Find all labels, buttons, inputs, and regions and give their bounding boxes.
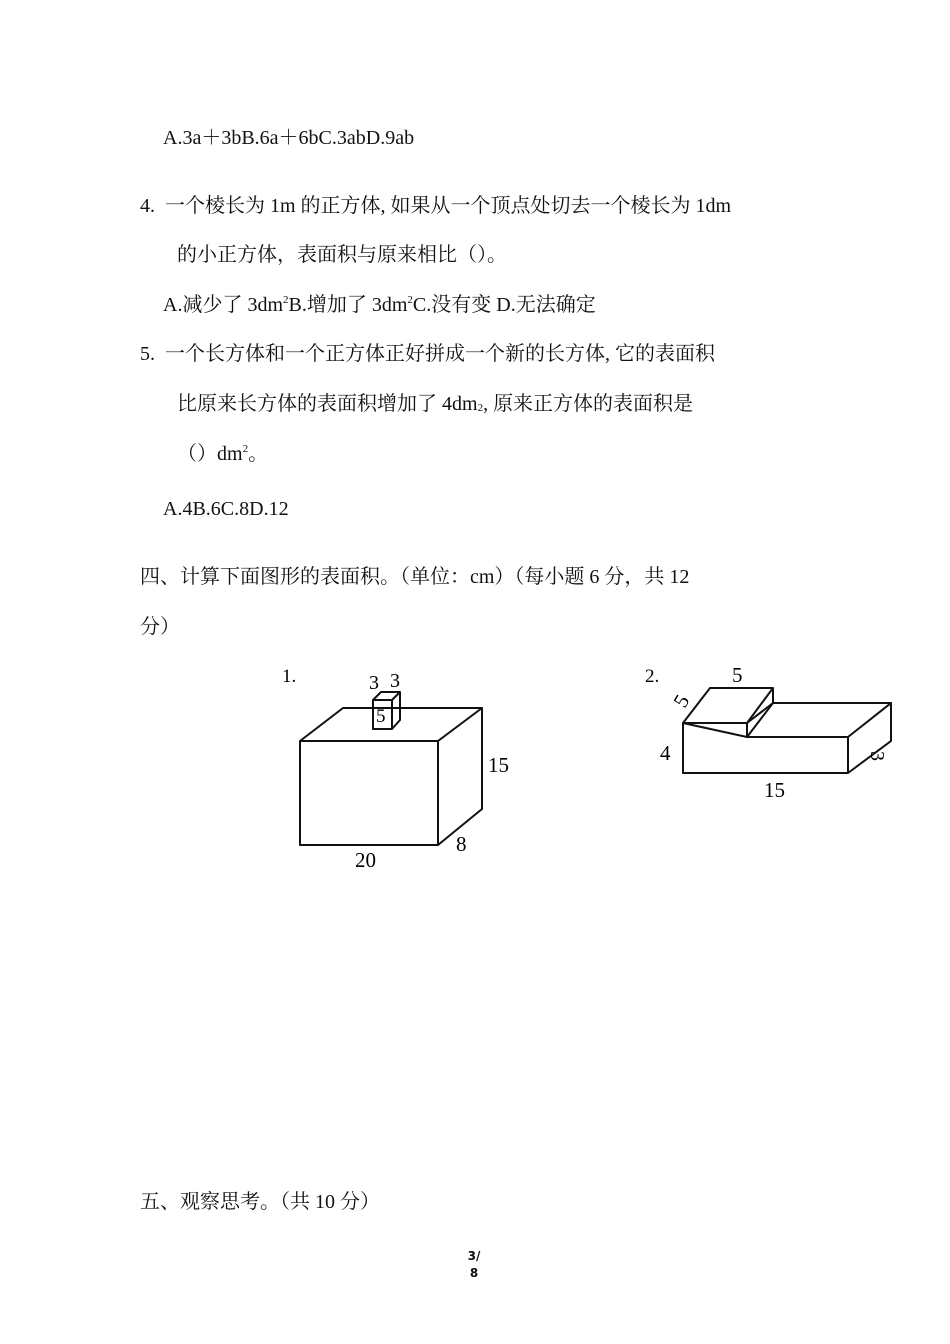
q5-number: 5. xyxy=(140,343,155,365)
figure1-label-depth: 8 xyxy=(456,832,467,856)
figure2-tall-block-top xyxy=(683,688,773,723)
q4-option-b: B.增加了 3dm xyxy=(288,294,408,316)
figure1-label-small-height: 5 xyxy=(376,706,386,727)
q5-line3-sup: 2 xyxy=(242,443,249,455)
q4-line2: 的小正方体，表面积与原来相比（）。 xyxy=(177,244,507,266)
q4-text-line1: 一个棱长为 1m 的正方体, 如果从一个顶点处切去一个棱长为 1dm xyxy=(165,195,732,217)
figure2-label-top-depth: 5 xyxy=(668,690,695,712)
figure1-label-height: 15 xyxy=(488,753,509,777)
q4-sup-a: 2 xyxy=(283,294,289,306)
q5-line2-sub: 2 xyxy=(477,402,484,414)
q4-option-a: A.减少了 3dm xyxy=(163,294,283,316)
section4-heading-line1: 四、计算下面图形的表面积。（单位：cm）（每小题 6 分，共 12 xyxy=(140,566,690,588)
figure2-label-top-width: 5 xyxy=(732,663,743,687)
q3-options: A.3a＋3bB.6a＋6bC.3abD.9ab xyxy=(163,127,415,149)
figure1-cuboid-diagram xyxy=(270,660,530,880)
q4-sup-b: 2 xyxy=(407,294,413,306)
q5-text-line1: 一个长方体和一个正方体正好拼成一个新的长方体, 它的表面积 xyxy=(165,343,715,365)
page-number-line2: 8 xyxy=(469,1266,479,1280)
figure2-label-height: 4 xyxy=(660,741,671,765)
q4-number: 4. xyxy=(140,195,155,217)
q5-line2-a: 比原来长方体的表面积增加了 4dm xyxy=(177,393,478,415)
q4-line1 xyxy=(140,196,731,216)
figure2-front-step-edges xyxy=(683,723,848,773)
figure1-label-length: 20 xyxy=(355,848,376,872)
q5-line3-b: 。 xyxy=(248,443,269,465)
figure2-label-step-height: 3 xyxy=(866,751,888,761)
q5-line2-b: , 原来正方体的表面积是 xyxy=(483,393,694,415)
figure2-stepped-prism-diagram xyxy=(640,660,910,810)
section4-heading-line2: 分） xyxy=(140,616,180,638)
page-number-line1: 3/ xyxy=(467,1249,481,1263)
q5-line3-a: （）dm xyxy=(177,443,243,465)
q5-line1 xyxy=(140,344,715,364)
figure1-label-small-width: 3 xyxy=(369,672,379,694)
q5-line2 xyxy=(177,394,693,414)
figure1-side-face xyxy=(438,708,482,845)
figure1-label-small-depth: 3 xyxy=(390,670,400,692)
page-number xyxy=(462,1248,486,1282)
section5-heading: 五、观察思考。（共 10 分） xyxy=(140,1191,380,1213)
figure1-front-face xyxy=(300,741,438,845)
q4-option-cd: C.没有变 D.无法确定 xyxy=(412,294,596,316)
figure2-right-top-edge xyxy=(848,703,891,737)
q5-line3 xyxy=(177,444,268,464)
figure2-number: 2. xyxy=(645,666,660,687)
figure2-label-length: 15 xyxy=(764,778,785,802)
q4-options xyxy=(163,295,596,315)
q5-options: A.4B.6C.8D.12 xyxy=(163,498,289,520)
figure1-number: 1. xyxy=(282,666,297,687)
